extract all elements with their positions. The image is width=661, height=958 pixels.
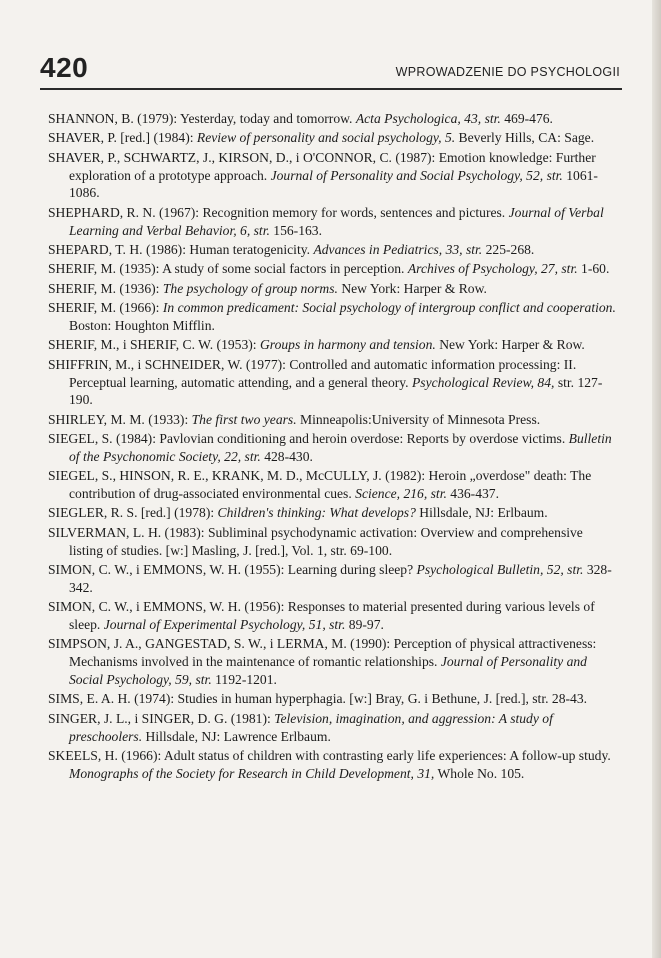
reference-text: Minneapolis:University of Minnesota Press. [296, 411, 541, 427]
reference-entry [48, 356, 616, 409]
reference-text: SHANNON, B. (1979): Yesterday, today and tomorrow. [48, 111, 356, 126]
reference-source-title: The psychology of group norms. [162, 280, 338, 296]
reference-entry [48, 260, 616, 278]
reference-text: SHEPARD, T. H. (1986): Human teratogenicity. [48, 241, 314, 257]
reference-entry [48, 635, 616, 688]
reference-text: SHERIF, M. (1935): A study of some social factors in perception. [48, 261, 408, 277]
reference-entry [48, 690, 616, 708]
reference-source-title: Acta Psychologica, 43, str. [355, 111, 501, 126]
reference-text: 1-60. [577, 261, 610, 277]
reference-source-title: Psychological Review, 84, [411, 374, 555, 390]
reference-text: Boston: Houghton Mifflin. [69, 317, 215, 333]
reference-text: Hillsdale, NJ: Lawrence Erlbaum. [142, 728, 331, 744]
reference-text: Beverly Hills, CA: Sage. [455, 130, 595, 146]
reference-text: SIEGEL, S., HINSON, R. E., KRANK, M. D., McCULLY, J. (1982): Heroin „overdose" death: The contribution of drug-associated environmental cues. [48, 468, 592, 502]
reference-text: SILVERMAN, L. H. (1983): Subliminal psychodynamic activation: Overview and comprehensive listing of studies. [w:] Masling, J. [red.], Vol. 1, str. 69-100. [48, 524, 583, 558]
reference-text: Hillsdale, NJ: Erlbaum. [415, 505, 548, 521]
reference-text: New York: Harper & Row. [337, 280, 487, 296]
page-header [40, 52, 622, 90]
reference-text: SIMPSON, J. A., GANGESTAD, S. W., i LERMA, M. (1990): Perception of physical attractiveness: Mechanisms involved in the maintenance of romantic relationships. [48, 636, 597, 670]
reference-text: SHERIF, M. (1936): [48, 280, 163, 296]
reference-entry [48, 299, 616, 335]
reference-entry [48, 336, 616, 354]
reference-source-title: Television, imagination, and aggression: A study of preschoolers. [69, 710, 553, 744]
reference-entry [48, 110, 616, 128]
reference-text: 1061-1086. [69, 167, 598, 201]
reference-source-title: Groups in harmony and tension. [259, 337, 436, 353]
reference-entry [48, 241, 616, 259]
reference-list [48, 110, 616, 784]
reference-source-title: Bulletin of the Psychonomic Society, 22, str. [69, 431, 612, 464]
reference-entry [48, 561, 616, 597]
reference-text: 328-342. [69, 562, 612, 595]
reference-text: New York: Harper & Row. [435, 337, 585, 353]
reference-text: 1192-1201. [211, 672, 277, 687]
reference-text: SKEELS, H. (1966): Adult status of children with contrasting early life experiences: A follow-up study. [48, 747, 611, 763]
reference-source-title: Monographs of the Society for Research in Child Development, 31, [69, 765, 435, 781]
reference-text: 225-268. [482, 241, 535, 257]
reference-text: str. 127-190. [69, 374, 603, 408]
reference-source-title: Advances in Pediatrics, 33, str. [313, 241, 483, 257]
reference-text: 428-430. [260, 448, 313, 464]
reference-text: SHERIF, M., i SHERIF, C. W. (1953): [48, 337, 260, 353]
reference-entry [48, 430, 616, 466]
reference-source-title: Journal of Verbal Learning and Verbal Behavior, 6, str. [69, 204, 604, 238]
reference-entry [48, 280, 616, 298]
reference-source-title: In common predicament: Social psychology of intergroup conflict and cooperation. [162, 300, 616, 316]
reference-text: SIMON, C. W., i EMMONS, W. H. (1956): Responses to material presented during various levels of sleep. [48, 599, 595, 633]
reference-text: 436-437. [446, 486, 499, 502]
reference-entry [48, 129, 616, 147]
reference-entry [48, 204, 616, 240]
reference-source-title: Journal of Personality and Social Psychology, 59, str. [69, 654, 587, 687]
reference-text: 156-163. [269, 222, 322, 238]
page-edge-shadow [652, 0, 661, 958]
reference-text: SHIRLEY, M. M. (1933): [48, 411, 192, 427]
reference-source-title: Archives of Psychology, 27, str. [407, 261, 578, 277]
reference-text: SHEPHARD, R. N. (1967): Recognition memory for words, sentences and pictures. [48, 204, 509, 220]
reference-text: SIMON, C. W., i EMMONS, W. H. (1955): Learning during sleep? [48, 562, 417, 578]
reference-text: SHERIF, M. (1966): [48, 300, 163, 316]
reference-source-title: Children's thinking: What develops? [217, 505, 416, 521]
reference-entry [48, 504, 616, 522]
reference-entry [48, 710, 616, 746]
reference-source-title: Journal of Experimental Psychology, 51, str. [103, 617, 346, 633]
reference-source-title: The first two years. [191, 411, 297, 427]
reference-entry [48, 149, 616, 202]
reference-entry [48, 467, 616, 503]
reference-source-title: Psychological Bulletin, 52, str. [416, 562, 584, 578]
reference-text: SHAVER, P., SCHWARTZ, J., KIRSON, D., i O'CONNOR, C. (1987): Emotion knowledge: Further exploration of a prototype approach. [48, 149, 596, 183]
reference-text: SIMS, E. A. H. (1974): Studies in human hyperphagia. [w:] Bray, G. i Bethune, J. [red.], str. 28-43. [48, 691, 588, 707]
reference-entry [48, 747, 616, 783]
reference-text: SHIFFRIN, M., i SCHNEIDER, W. (1977): Controlled and automatic information processing: II. Perceptual learning, automatic attending, and a general theory. [48, 356, 577, 390]
reference-text: 89-97. [345, 617, 384, 633]
reference-entry [48, 598, 616, 634]
reference-source-title: Review of personality and social psychology, 5. [196, 130, 456, 146]
reference-text: 469-476. [500, 111, 553, 126]
running-head: WPROWADZENIE DO PSYCHOLOGII [395, 65, 620, 79]
reference-entry [48, 524, 616, 560]
reference-text: SIEGEL, S. (1984): Pavlovian conditioning and heroin overdose: Reports by overdose victims. [48, 431, 569, 447]
reference-entry [48, 411, 616, 429]
page-number: 420 [40, 52, 89, 83]
reference-text: SIEGLER, R. S. [red.] (1978): [48, 505, 218, 521]
reference-source-title: Journal of Personality and Social Psychology, 52, str. [270, 167, 563, 183]
reference-source-title: Science, 216, str. [355, 486, 447, 502]
reference-text: Whole No. 105. [434, 765, 525, 781]
reference-text: SHAVER, P. [red.] (1984): [48, 130, 197, 146]
reference-text: SINGER, J. L., i SINGER, D. G. (1981): [48, 710, 275, 726]
